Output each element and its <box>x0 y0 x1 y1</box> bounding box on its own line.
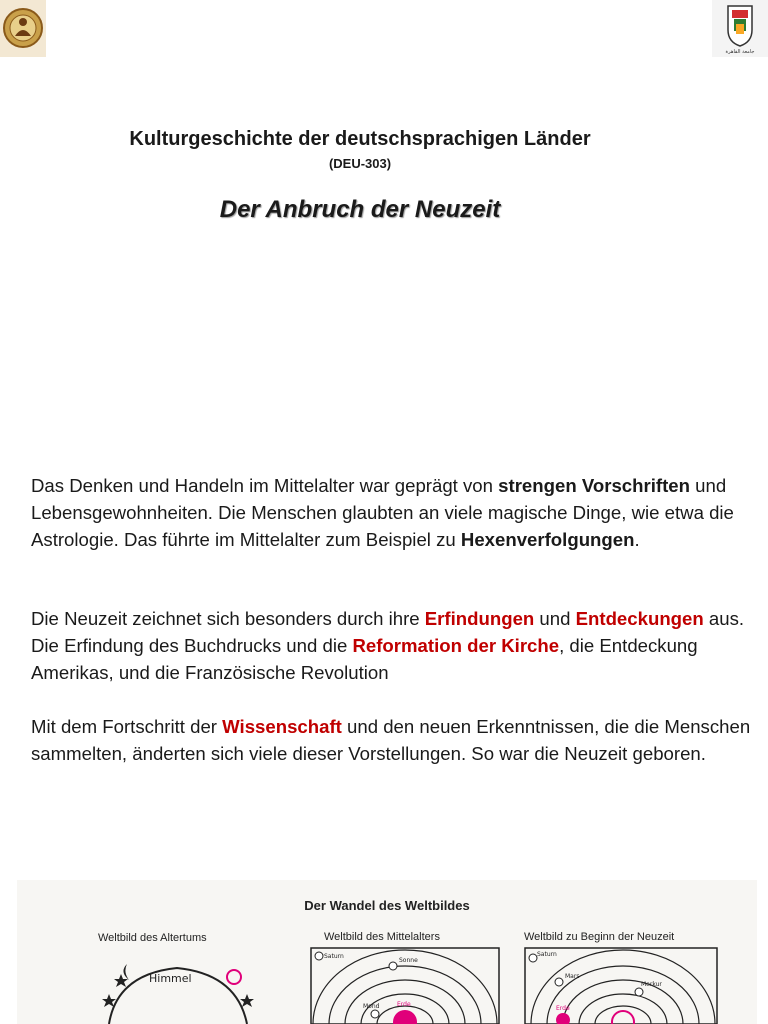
lecture-title: Der Anbruch der Neuzeit <box>219 196 501 223</box>
panel-label-neuzeit: Weltbild zu Beginn der Neuzeit <box>524 931 675 943</box>
paragraph-neuzeit: Die Neuzeit zeichnet sich besonders durch ihre Erfindungen und Entdeckungen aus. Die Erfindung des Buchdrucks und die Reformation der Kirche, die Entdeckung Amerikas, und die Französische Revolution <box>31 608 745 683</box>
svg-text:Saturn: Saturn <box>324 953 344 960</box>
earth-icon <box>556 1013 570 1024</box>
cairo-university-logo <box>712 0 768 57</box>
sun-icon <box>612 1011 634 1024</box>
diagram-mittelalter <box>305 946 505 1024</box>
paragraph-mittelalter: Das Denken und Handeln im Mittelalter war geprägt von strengen Vorschriften und Lebensgewohnheiten. Die Menschen glaubten an viele magische Dinge, wie etwa die Astrologie. Das führte im Mittelalter zum Beispiel zu Hexenverfolgungen. <box>31 475 734 550</box>
paragraph-wissenschaft: Mit dem Fortschritt der Wissenschaft und den neuen Erkenntnissen, die die Menschen sammelten, änderten sich viele dieser Vorstellungen. So war die Neuzeit geboren. <box>31 716 751 764</box>
highlight-wissenschaft: Wissenschaft <box>222 716 342 737</box>
highlight-hexenverfolgungen: Hexenverfolgungen <box>460 529 635 550</box>
diagram-altertum <box>97 946 257 1024</box>
highlight-erfindungen: Erfindungen <box>424 608 535 629</box>
svg-text:Sonne: Sonne <box>399 957 418 964</box>
svg-text:Erde: Erde <box>556 1005 570 1012</box>
diagram-neuzeit <box>523 946 723 1024</box>
panel-label-altertum: Weltbild des Altertums <box>98 932 207 944</box>
moon-icon <box>123 964 129 980</box>
svg-text:Erde: Erde <box>397 1001 411 1008</box>
highlight-reformation: Reformation der Kirche <box>352 635 560 656</box>
earth-icon <box>393 1010 417 1024</box>
highlight-entdeckungen: Entdeckungen <box>575 608 704 629</box>
svg-text:Saturn: Saturn <box>537 951 557 958</box>
logo-caption: جامعة القاهرة <box>725 49 755 55</box>
weltbild-figure <box>17 880 757 1024</box>
star-icon <box>240 994 254 1007</box>
university-seal-logo <box>0 0 46 57</box>
svg-text:Merkur: Merkur <box>641 981 662 988</box>
sun-icon <box>389 962 397 970</box>
course-title: Kulturgeschichte der deutschsprachigen Länder <box>129 128 591 150</box>
course-code: (DEU-303) <box>328 156 392 171</box>
moon-icon <box>371 1010 379 1018</box>
svg-text:Mond: Mond <box>363 1003 380 1010</box>
sky-label: Himmel <box>149 972 192 985</box>
panel-label-mittelalter: Weltbild des Mittelalters <box>324 931 440 943</box>
highlight-strengen-vorschriften: strengen Vorschriften <box>498 475 690 496</box>
sun-icon <box>227 970 241 984</box>
figure-title: Der Wandel des Weltbildes <box>304 898 470 913</box>
svg-text:Mars: Mars <box>565 973 580 980</box>
